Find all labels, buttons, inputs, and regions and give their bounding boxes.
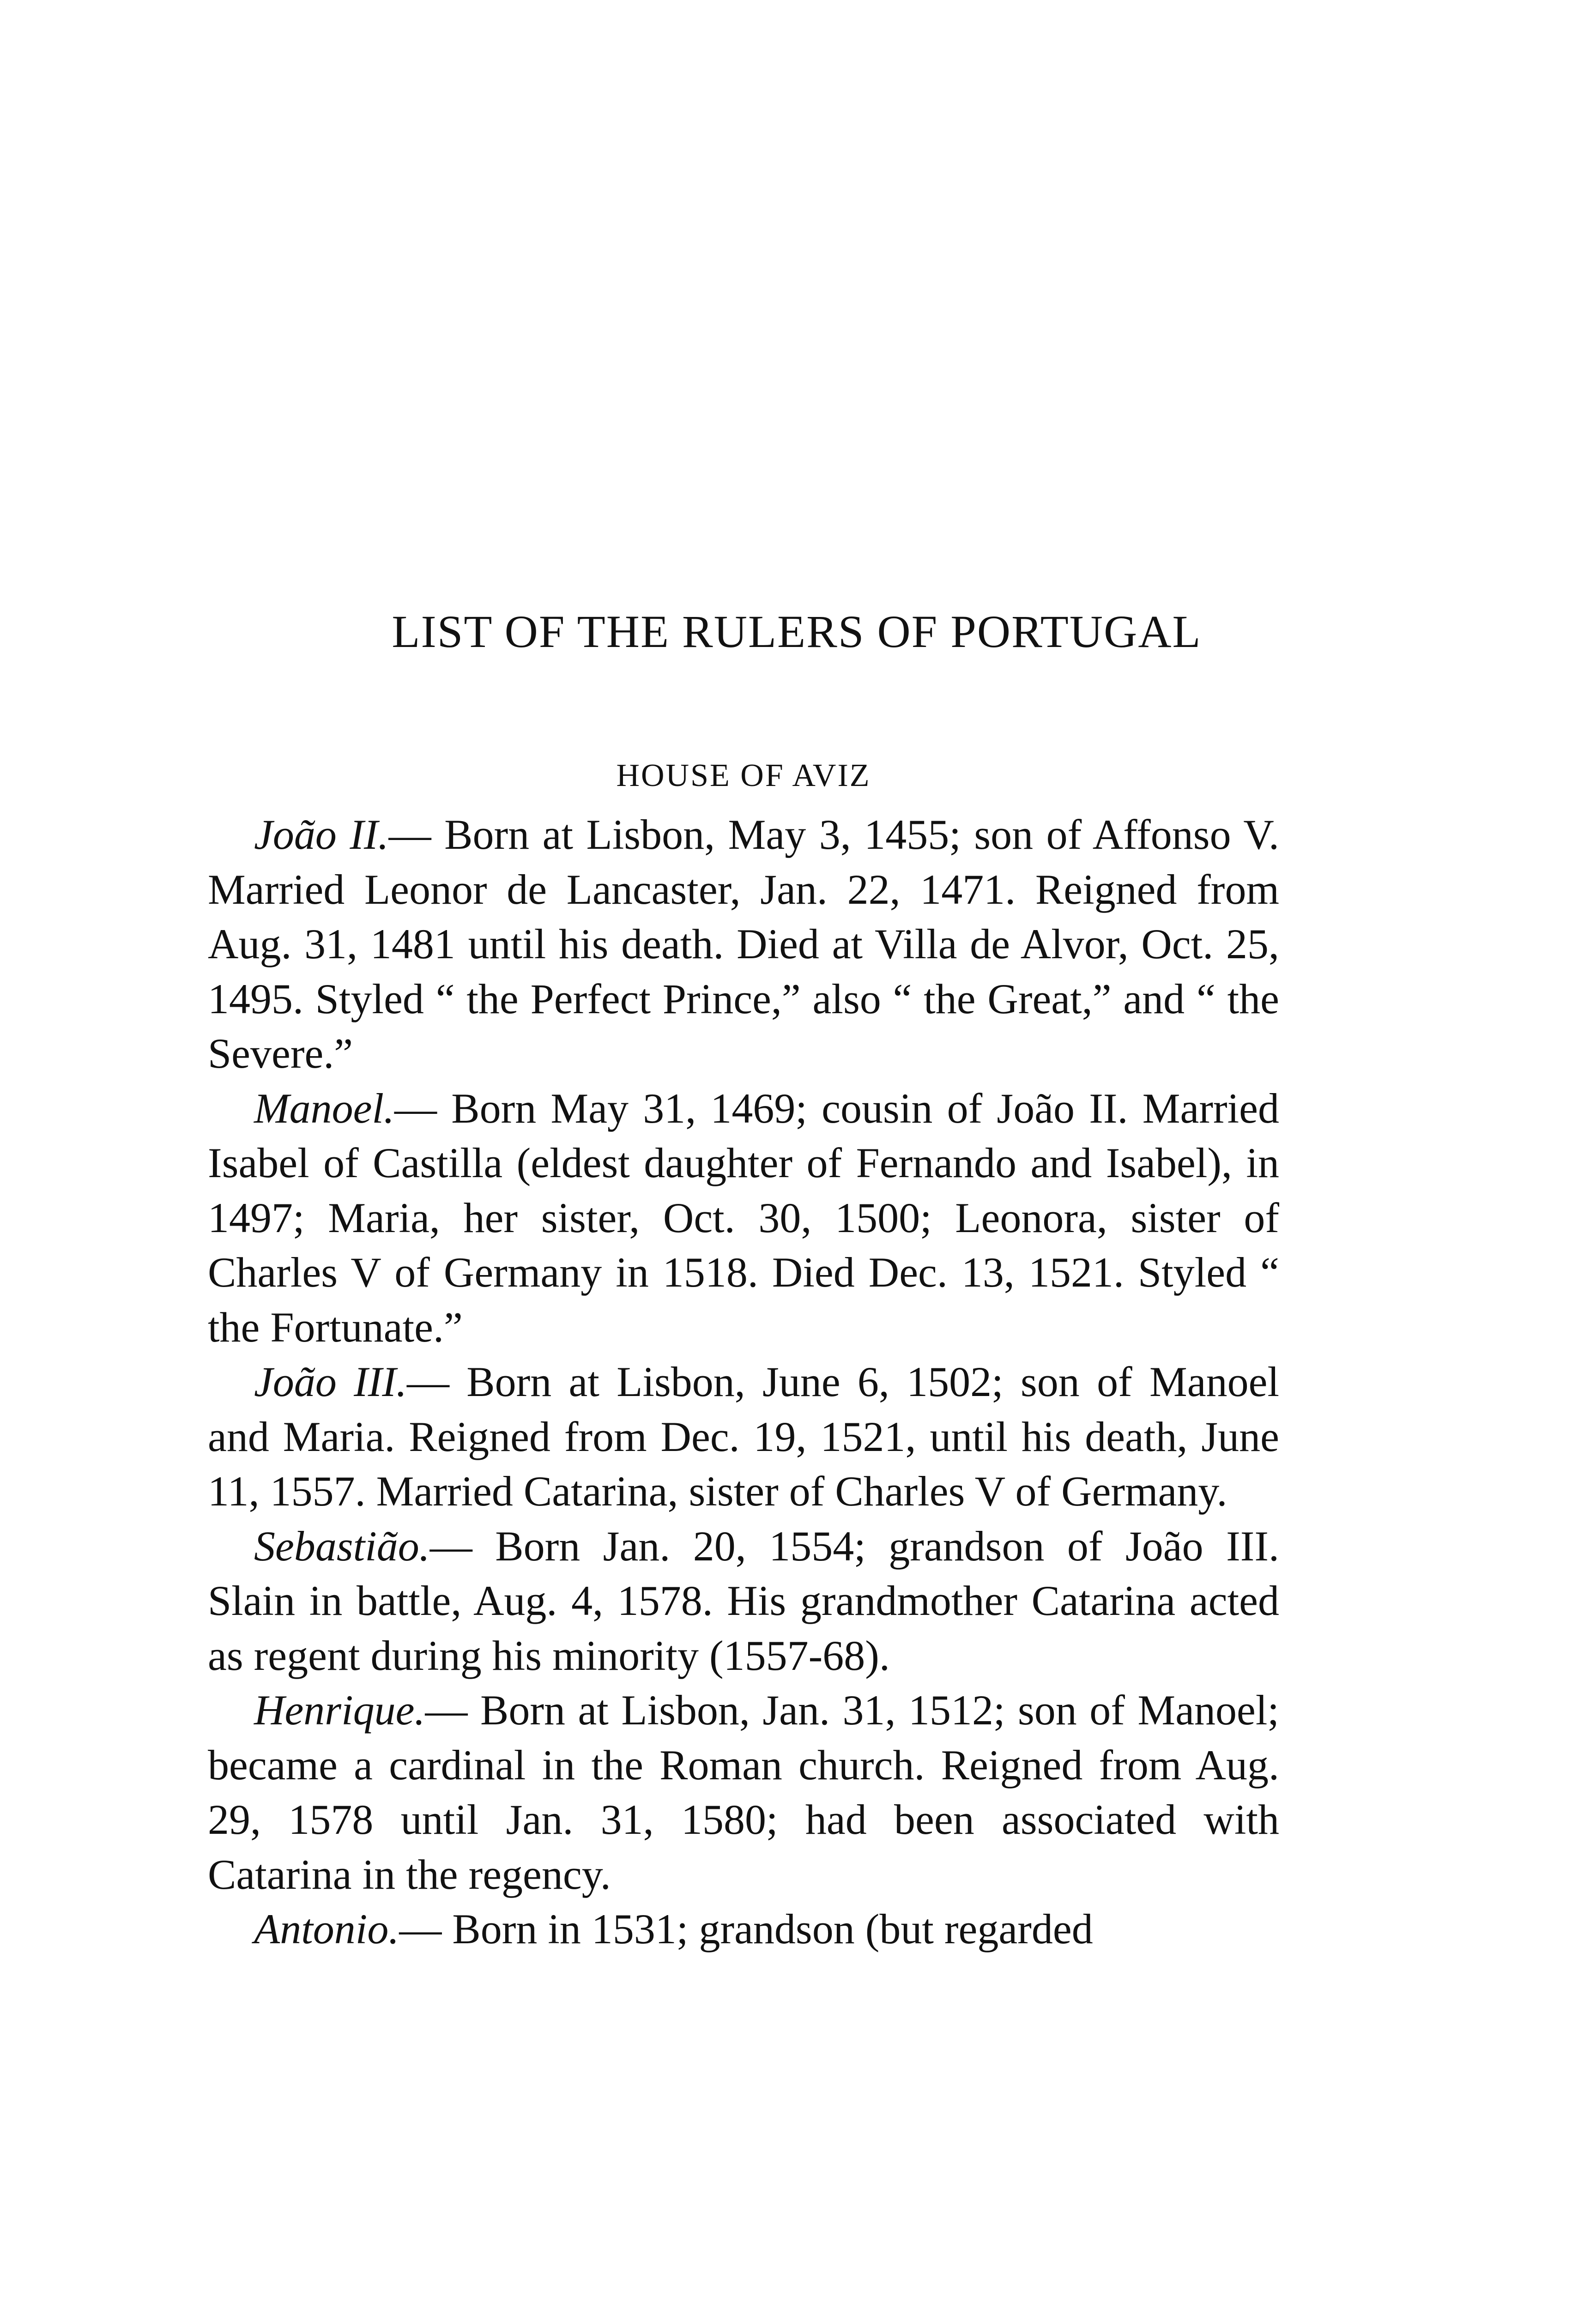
ruler-name: Sebastião. xyxy=(254,1522,430,1570)
page-title: LIST OF THE RULERS OF PORTUGAL xyxy=(392,606,1202,657)
ruler-description: — Born in 1531; grandson (but regarded xyxy=(399,1905,1093,1952)
ruler-description: — Born May 31, 1469; cousin of João II. Married Isabel of Castilla (eldest daughter of Fernando and Isabel), in 1497; Maria, her sister, Oct. 30, 1500; Leonora, sister of Charles V of Germany in 1518. Died Dec. 13, 1521. Styled “ the Fortunate.” xyxy=(208,1084,1279,1351)
ruler-description: — Born at Lisbon, May 3, 1455; son of Affonso V. Married Leonor de Lancaster, Jan. 22, 1471. Reigned from Aug. 31, 1481 until his death. Died at Villa de Alvor, Oct. 25, 1495. Styled “ the Perfect Prince,” also “ the Great,” and “ the Severe.” xyxy=(208,811,1279,1077)
ruler-entry-sebastiao xyxy=(208,1519,1279,1683)
rulers-list xyxy=(208,807,1279,1957)
ruler-description: — Born Jan. 20, 1554; grandson of João III. Slain in battle, Aug. 4, 1578. His grandmother Catarina acted as regent during his minority (1557-68). xyxy=(208,1522,1279,1679)
ruler-entry-henrique xyxy=(208,1683,1279,1902)
ruler-name: Antonio. xyxy=(254,1905,399,1952)
ruler-name: João II. xyxy=(254,811,389,858)
ruler-name: Manoel. xyxy=(254,1084,395,1132)
ruler-entry-joao-iii xyxy=(208,1354,1279,1519)
ruler-name: Henrique. xyxy=(254,1686,425,1734)
ruler-description: — Born at Lisbon, Jan. 31, 1512; son of Manoel; became a cardinal in the Roman church. Reigned from Aug. 29, 1578 until Jan. 31, 1580; had been associated with Catarina in the regency. xyxy=(208,1686,1279,1898)
ruler-entry-manoel xyxy=(208,1081,1279,1355)
section-heading: HOUSE OF AVIZ xyxy=(616,758,871,793)
ruler-name: João III. xyxy=(254,1358,407,1405)
ruler-description: — Born at Lisbon, June 6, 1502; son of Manoel and Maria. Reigned from Dec. 19, 1521, until his death, June 11, 1557. Married Catarina, sister of Charles V of Germany. xyxy=(208,1358,1280,1515)
ruler-entry-antonio xyxy=(208,1902,1279,1957)
ruler-entry-joao-ii xyxy=(208,807,1279,1081)
